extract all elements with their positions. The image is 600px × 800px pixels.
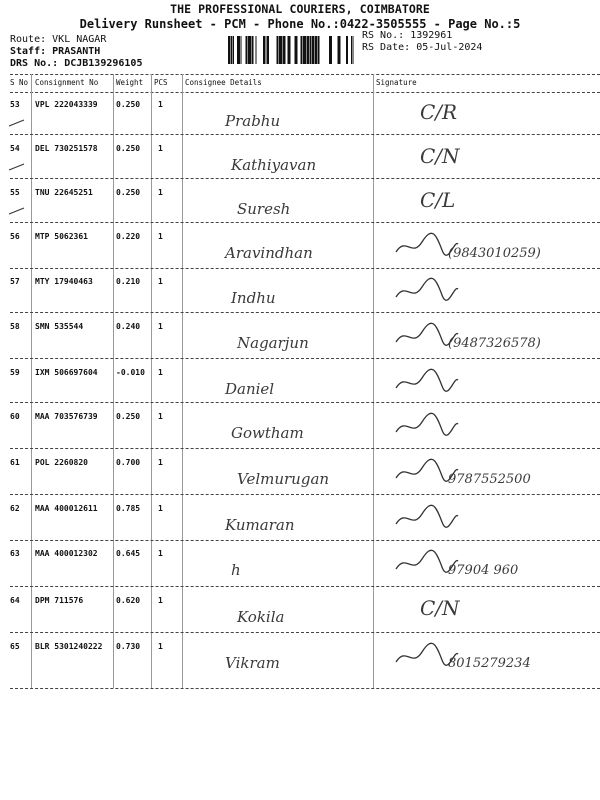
signature-phone-note: (9843010259) (448, 246, 541, 261)
barcode-bar (315, 36, 317, 64)
barcode-bar (252, 36, 254, 64)
barcode-bar (307, 36, 310, 64)
cell-pcs: 1 (158, 277, 163, 286)
row-separator (10, 402, 600, 403)
barcode-bar (283, 36, 286, 64)
consignee-handwriting: Gowtham (231, 424, 304, 442)
cell-consignment-no: MTY 17940463 (35, 277, 93, 286)
signature-mark: C/R (420, 100, 458, 124)
row-separator (10, 134, 600, 135)
barcode-bar (263, 36, 265, 64)
staff-value: PRASANTH (52, 46, 101, 57)
cell-sno: 65 (10, 642, 20, 651)
barcode-bar (231, 36, 233, 64)
column-divider (31, 74, 32, 688)
cell-pcs: 1 (158, 596, 163, 605)
barcode-bar (266, 36, 267, 64)
consignee-handwriting: Vikram (225, 654, 280, 672)
rs-no-value: 1392961 (410, 30, 453, 41)
cell-pcs: 1 (158, 322, 163, 331)
column-header-sno: S No (10, 78, 29, 87)
consignee-handwriting: Indhu (231, 289, 276, 307)
cell-weight: 0.250 (116, 412, 141, 421)
cell-weight: 0.620 (116, 596, 141, 605)
cell-sno: 55 (10, 188, 20, 197)
column-divider (151, 74, 152, 688)
cell-consignment-no: BLR 5301240222 (35, 642, 103, 651)
cell-weight: 0.240 (116, 322, 141, 331)
drs-label: DRS No.: (10, 58, 59, 69)
rs-date-label: RS Date: (362, 42, 411, 53)
cell-pcs: 1 (158, 549, 163, 558)
barcode-bar (288, 36, 291, 64)
row-separator (10, 586, 600, 587)
signature-scribble (392, 456, 462, 486)
consignee-handwriting: Kokila (237, 608, 285, 626)
consignee-handwriting: Kathiyavan (231, 156, 317, 174)
row-separator (10, 540, 600, 541)
barcode (228, 36, 355, 64)
cell-sno: 53 (10, 100, 20, 109)
consignee-handwriting: Kumaran (225, 516, 295, 534)
staff-label: Staff: (10, 46, 47, 57)
cell-pcs: 1 (158, 458, 163, 467)
row-separator (10, 688, 600, 689)
signature-scribble (392, 366, 462, 396)
signature-mark: C/L (420, 188, 456, 212)
consignee-handwriting: Suresh (237, 200, 291, 218)
header-bottom-rule (10, 92, 600, 93)
cell-pcs: 1 (158, 144, 163, 153)
consignee-handwriting: Nagarjun (237, 334, 309, 352)
signature-scribble (392, 230, 462, 260)
cell-consignment-no: VPL 222043339 (35, 100, 98, 109)
column-header-weight: Weight (116, 78, 144, 87)
column-header-pcs: PCS (154, 78, 168, 87)
signature-scribble (392, 502, 462, 532)
barcode-bar (295, 36, 298, 64)
cell-pcs: 1 (158, 232, 163, 241)
rs-no-label: RS No.: (362, 30, 405, 41)
route-label: Route: (10, 34, 47, 45)
barcode-bar (279, 36, 282, 64)
cell-consignment-no: IXM 506697604 (35, 368, 98, 377)
rs-date-value: 05-Jul-2024 (416, 42, 483, 53)
cell-consignment-no: POL 2260820 (35, 458, 88, 467)
cell-weight: 0.785 (116, 504, 141, 513)
column-divider (182, 74, 183, 688)
row-separator (10, 632, 600, 633)
barcode-bar (267, 36, 269, 64)
barcode-bar (228, 36, 230, 64)
cell-weight: 0.250 (116, 144, 141, 153)
cell-consignment-no: MAA 400012302 (35, 549, 98, 558)
signature-scribble (392, 640, 462, 670)
cell-sno: 54 (10, 144, 20, 153)
barcode-bar (351, 36, 352, 64)
barcode-bar (338, 36, 341, 64)
cell-weight: 0.730 (116, 642, 141, 651)
header-top-rule (10, 74, 600, 75)
cell-pcs: 1 (158, 412, 163, 421)
cell-sno: 64 (10, 596, 20, 605)
barcode-bar (329, 36, 332, 64)
row-separator (10, 268, 600, 269)
cell-weight: 0.645 (116, 549, 141, 558)
cell-sno: 56 (10, 232, 20, 241)
column-divider (373, 74, 374, 688)
row-separator (10, 494, 600, 495)
cell-weight: 0.250 (116, 188, 141, 197)
cell-sno: 60 (10, 412, 20, 421)
barcode-bar (301, 36, 303, 64)
signature-phone-note: 8015279234 (448, 656, 531, 671)
barcode-bar (248, 36, 251, 64)
cell-sno: 61 (10, 458, 20, 467)
barcode-bar (233, 36, 234, 64)
barcode-bar (241, 36, 242, 64)
route-value: VKL NAGAR (52, 34, 107, 45)
cell-pcs: 1 (158, 100, 163, 109)
cell-weight: -0.010 (116, 368, 145, 377)
cell-consignment-no: MTP 5062361 (35, 232, 88, 241)
column-header-consignee: Consignee Details (185, 78, 262, 87)
cell-pcs: 1 (158, 504, 163, 513)
row-separator (10, 312, 600, 313)
signature-scribble (392, 410, 462, 440)
barcode-bar (312, 36, 315, 64)
barcode-bar (256, 36, 257, 64)
cell-pcs: 1 (158, 188, 163, 197)
cell-consignment-no: DPM 711576 (35, 596, 84, 605)
cell-pcs: 1 (158, 642, 163, 651)
consignee-handwriting: h (231, 561, 241, 579)
column-header-consignment: Consignment No (35, 78, 99, 87)
cell-weight: 0.700 (116, 458, 141, 467)
consignee-handwriting: Aravindhan (225, 244, 313, 262)
rs-info (362, 30, 482, 54)
tick-mark-icon (8, 162, 26, 172)
row-separator (10, 358, 600, 359)
signature-phone-note: (9487326578) (448, 336, 541, 351)
row-separator (10, 448, 600, 449)
barcode-bar (277, 36, 279, 64)
column-divider (113, 74, 114, 688)
route-info (10, 34, 142, 70)
cell-pcs: 1 (158, 368, 163, 377)
barcode-bar (303, 36, 306, 64)
signature-scribble (392, 547, 462, 577)
tick-mark-icon (8, 118, 26, 128)
cell-consignment-no: TNU 22645251 (35, 188, 93, 197)
cell-weight: 0.250 (116, 100, 141, 109)
barcode-bar (353, 36, 354, 64)
cell-weight: 0.220 (116, 232, 141, 241)
cell-weight: 0.210 (116, 277, 141, 286)
signature-phone-note: 97904 960 (448, 563, 519, 578)
cell-sno: 59 (10, 368, 20, 377)
column-header-signature: Signature (376, 78, 417, 87)
barcode-bar (237, 36, 240, 64)
drs-value: DCJB139296105 (64, 58, 143, 69)
consignee-handwriting: Velmurugan (237, 470, 330, 488)
signature-phone-note: 9787552500 (448, 472, 531, 487)
barcode-bar (246, 36, 248, 64)
consignee-handwriting: Prabhu (225, 112, 281, 130)
cell-consignment-no: MAA 703576739 (35, 412, 98, 421)
cell-sno: 58 (10, 322, 20, 331)
cell-consignment-no: MAA 400012611 (35, 504, 98, 513)
barcode-bar (310, 36, 311, 64)
company-title: THE PROFESSIONAL COURIERS, COIMBATORE (170, 2, 430, 16)
barcode-bar (346, 36, 348, 64)
signature-mark: C/N (420, 144, 460, 168)
barcode-bar (318, 36, 320, 64)
signature-scribble (392, 275, 462, 305)
cell-consignment-no: DEL 730251578 (35, 144, 98, 153)
row-separator (10, 178, 600, 179)
cell-sno: 57 (10, 277, 20, 286)
row-separator (10, 222, 600, 223)
signature-mark: C/N (420, 596, 460, 620)
consignee-handwriting: Daniel (225, 380, 275, 398)
signature-scribble (392, 320, 462, 350)
cell-consignment-no: SMN 535544 (35, 322, 84, 331)
tick-mark-icon (8, 206, 26, 216)
runsheet-subtitle: Delivery Runsheet - PCM - Phone No.:0422-3505555 - Page No.:5 (79, 17, 521, 31)
cell-sno: 62 (10, 504, 20, 513)
cell-sno: 63 (10, 549, 20, 558)
